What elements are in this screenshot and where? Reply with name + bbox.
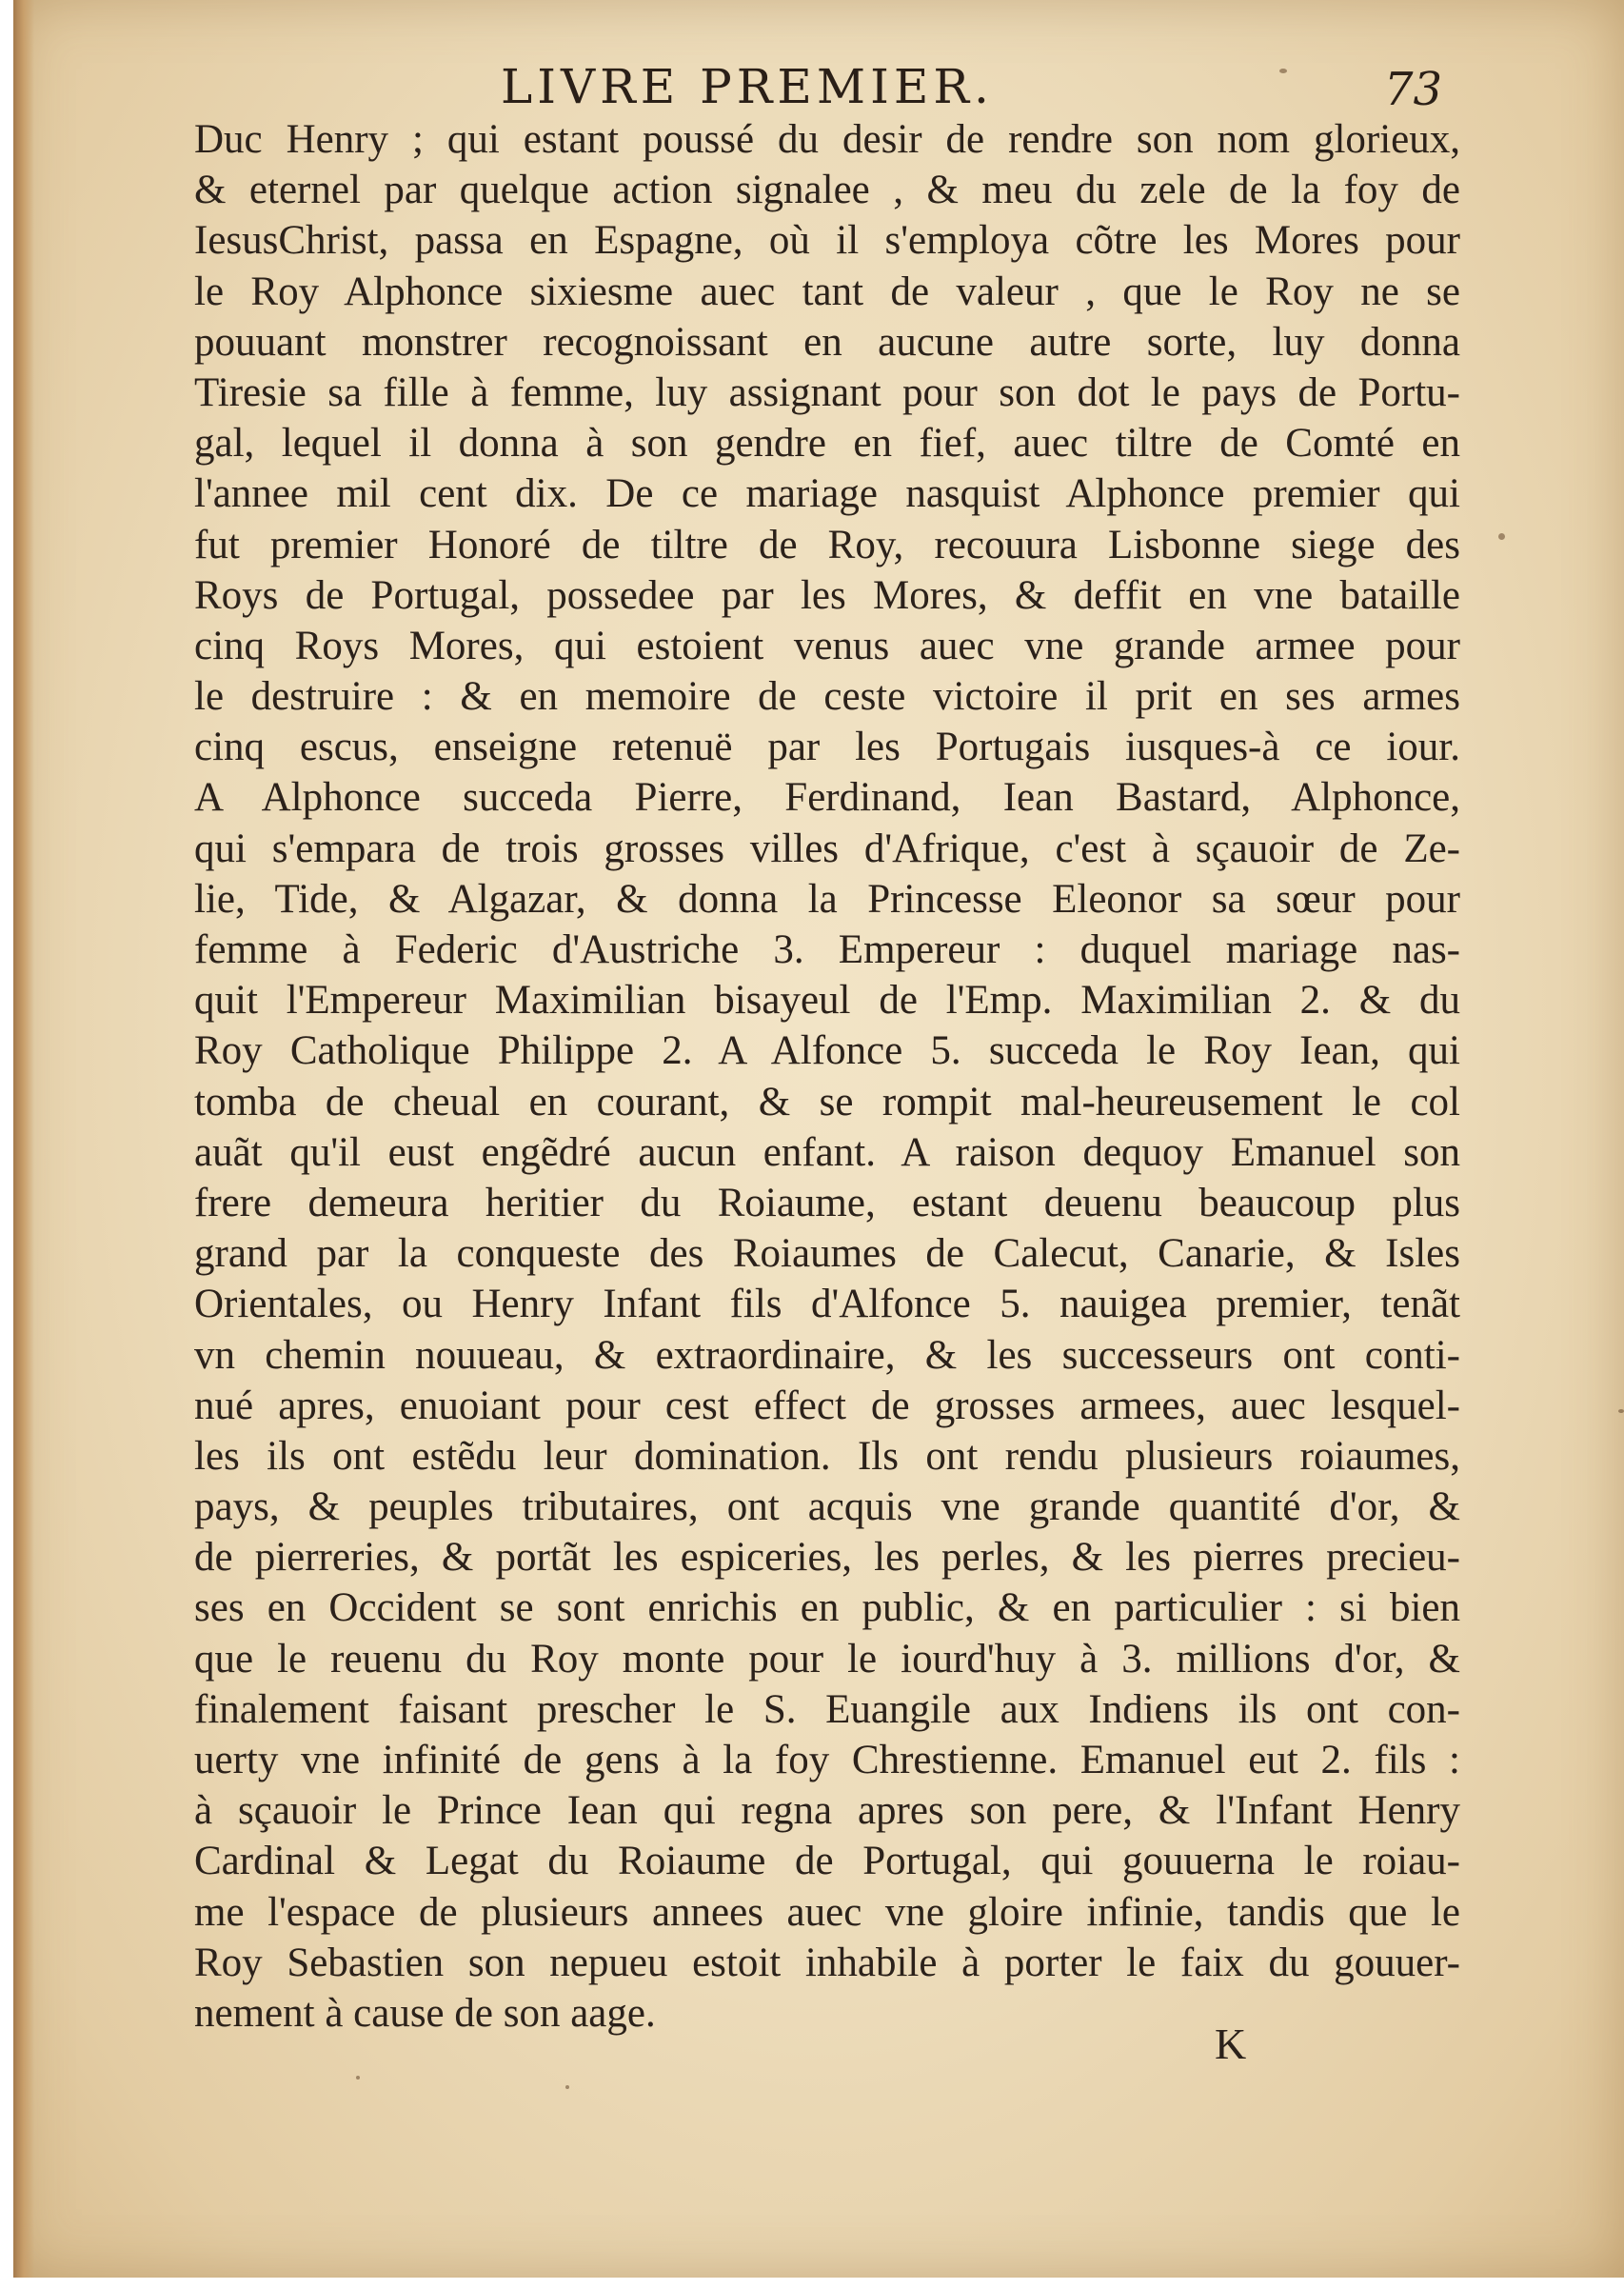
text-line: de pierreries, & portãt les espiceries, les perles, & les pierres precieu-	[194, 1535, 1460, 1581]
text-line: A Alphonce succeda Pierre, Ferdinand, Iean Bastard, Alphonce,	[194, 775, 1460, 821]
text-line: quit l'Empereur Maximilian bisayeul de l'Emp. Maximilian 2. & du	[194, 978, 1460, 1024]
text-line: Orientales, ou Henry Infant fils d'Alfonce 5. nauigea premier, tenãt	[194, 1282, 1460, 1327]
text-line: cinq escus, enseigne retenuë par les Portugais iusques-à ce iour.	[194, 725, 1460, 770]
running-title: LIVRE PREMIER.	[501, 59, 994, 114]
ink-speck	[1618, 1409, 1624, 1413]
text-line: pays, & peuples tributaires, ont acquis vne grande quantité d'or, &	[194, 1484, 1460, 1530]
text-line: vn chemin nouueau, & extraordinaire, & les successeurs ont conti-	[194, 1332, 1460, 1378]
text-line: Roy Catholique Philippe 2. A Alfonce 5. succeda le Roy Iean, qui	[194, 1028, 1460, 1074]
text-line: l'annee mil cent dix. De ce mariage nasquist Alphonce premier qui	[194, 471, 1460, 517]
text-line: finalement faisant prescher le S. Euangile aux Indiens ils ont con-	[194, 1686, 1460, 1732]
text-line: Cardinal & Legat du Roiaume de Portugal, qui gouuerna le roiau-	[194, 1839, 1460, 1884]
text-line: & eternel par quelque action signalee , & meu du zele de la foy de	[194, 168, 1460, 213]
text-line: Tiresie sa fille à femme, luy assignant pour son dot le pays de Portu-	[194, 369, 1460, 415]
running-head	[13, 38, 1624, 114]
text-line: Roy Sebastien son nepueu estoit inhabile à porter le faix du gouuer-	[194, 1940, 1460, 1985]
text-line: tomba de cheual en courant, & se rompit mal-heureusement le col	[194, 1079, 1460, 1125]
text-line: uerty vne infinité de gens à la foy Chrestienne. Emanuel eut 2. fils :	[194, 1738, 1460, 1782]
text-line: fut premier Honoré de tiltre de Roy, recouura Lisbonne siege des	[194, 522, 1460, 567]
text-line: me l'espace de plusieurs annees auec vne gloire infinie, tandis que le	[194, 1889, 1460, 1935]
ink-speck	[1498, 533, 1505, 540]
text-line: à sçauoir le Prince Iean qui regna apres son pere, & l'Infant Henry	[194, 1788, 1460, 1834]
text-line: le Roy Alphonce sixiesme auec tant de valeur , que le Roy ne se	[194, 269, 1460, 314]
text-line-last: nement à cause de son aage.	[194, 1990, 656, 2036]
text-line: gal, lequel il donna à son gendre en fief, auec tiltre de Comté en	[194, 421, 1460, 467]
ink-speck	[565, 2085, 569, 2089]
ink-speck	[356, 2076, 360, 2080]
text-line: femme à Federic d'Austriche 3. Empereur : duquel mariage nas-	[194, 927, 1460, 972]
text-line: que le reuenu du Roy monte pour le iourd'huy à 3. millions d'or, &	[194, 1636, 1460, 1682]
text-line: frere demeura heritier du Roiaume, estant deuenu beaucoup plus	[194, 1180, 1460, 1225]
signature-mark: K	[1215, 2020, 1247, 2068]
page-number: 73	[1384, 63, 1443, 116]
text-line: auãt qu'il eust engẽdré aucun enfant. A raison dequoy Emanuel son	[194, 1129, 1460, 1175]
text-line: les ils ont estẽdu leur domination. Ils ont rendu plusieurs roiaumes,	[194, 1433, 1460, 1479]
text-line: Duc Henry ; qui estant poussé du desir de rendre son nom glorieux,	[194, 117, 1460, 162]
text-line: lie, Tide, & Algazar, & donna la Princesse Eleonor sa sœur pour	[194, 876, 1460, 922]
text-line: nué apres, enuoiant pour cest effect de grosses armees, auec lesquel-	[194, 1383, 1460, 1428]
text-line: grand par la conqueste des Roiaumes de Calecut, Canarie, & Isles	[194, 1231, 1460, 1277]
text-line: cinq Roys Mores, qui estoient venus auec vne grande armee pour	[194, 623, 1460, 668]
text-line: le destruire : & en memoire de ceste victoire il prit en ses armes	[194, 674, 1460, 720]
body-text	[194, 114, 1460, 2039]
text-line: pouuant monstrer recognoissant en aucune autre sorte, luy donna	[194, 319, 1460, 365]
page-edge-shadow	[13, 0, 34, 2278]
text-line: ses en Occident se sont enrichis en public, & en particulier : si bien	[194, 1585, 1460, 1631]
book-page	[13, 0, 1624, 2278]
text-line: IesusChrist, passa en Espagne, où il s'employa cõtre les Mores pour	[194, 218, 1460, 264]
ink-speck	[1279, 69, 1287, 73]
text-line: qui s'empara de trois grosses villes d'Afrique, c'est à sçauoir de Ze-	[194, 826, 1460, 871]
text-line: Roys de Portugal, possedee par les Mores, & deffit en vne bataille	[194, 572, 1460, 618]
